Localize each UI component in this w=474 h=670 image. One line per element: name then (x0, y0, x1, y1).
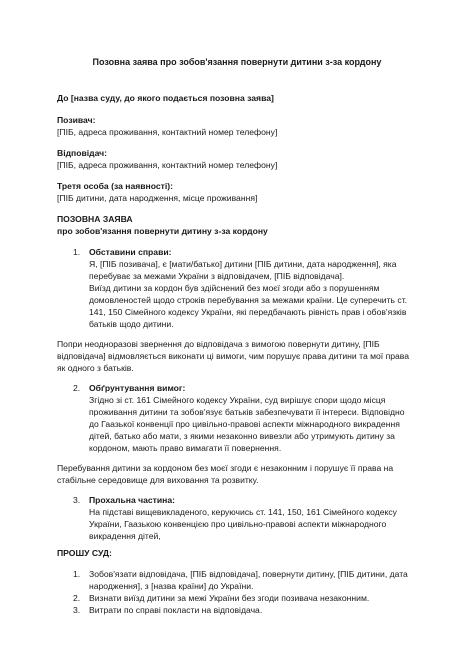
paragraph-line: відповідача] відмовляється виконати ці вимоги, чим порушує права дитини та мої права (57, 351, 410, 361)
paragraph-line: Попри неодноразові звернення до відповідача з вимогою повернути дитину, [ПІБ (57, 339, 380, 349)
third-party-heading: Третя особа (за наявності): (57, 181, 173, 191)
section-line: батьків щодо дитини. (89, 319, 174, 329)
section-line: На підставі вищевикладеного, керуючись ст. 141, 150, 161 Сімейного кодексу (89, 507, 397, 517)
section-line: дітей, батько або мати, з якими незаконно вивезли або утримують дитину за (89, 431, 395, 441)
request-line: Визнати виїзд дитини за межі України без згоди позивача незаконним. (89, 593, 370, 603)
section-heading: Прохальна частина: (89, 495, 175, 505)
request-number: 2. (73, 593, 81, 603)
section-line: Згідно зі ст. 161 Сімейного кодексу України, суд вирішує спори щодо місця (89, 395, 386, 405)
claim-subheading: про зобов'язання повернути дитину з-за кордону (57, 226, 268, 236)
third-party-details: [ПІБ дитини, дата народження, місце проживання] (57, 193, 258, 203)
document-title: Позовна заява про зобов'язання повернути дитини з-за кордону (92, 57, 382, 67)
section-line: домовленостей щодо строків перебування за межами країни. Це суперечить ст. (89, 295, 408, 305)
section-line: Я, [ПІБ позивача], є [мати/батько] дитини [ПІБ дитини, дата народження], яка (89, 259, 397, 269)
section-line: перебуває за межами України з відповідачем, [ПІБ відповідача]. (89, 271, 345, 281)
claim-heading: ПОЗОВНА ЗАЯВА (57, 214, 133, 224)
paragraph-line: як одного з батьків. (57, 363, 134, 373)
section-number: 1. (73, 247, 81, 257)
section-line: проживання дитини та зобов'язує батьків забезпечувати її інтереси. Відповідно (89, 407, 405, 417)
section-line: кордоном, мають право вимагати її повернення. (89, 443, 282, 453)
request-heading: ПРОШУ СУД: (57, 548, 112, 558)
section-line: 141, 150 Сімейного кодексу України, які передбачають рівність прав і обов'язків (89, 307, 407, 317)
request-line: Зобов'язати відповідача, [ПІБ відповідача], повернути дитину, [ПІБ дитини, дата (89, 569, 408, 579)
request-line: народження], з [назва країни] до України. (89, 581, 254, 591)
defendant-heading: Відповідач: (57, 148, 108, 158)
defendant-details: [ПІБ, адреса проживання, контактний номер телефону] (57, 160, 278, 170)
section-number: 3. (73, 495, 81, 505)
section-heading: Обґрунтування вимог: (89, 383, 186, 393)
section-line: Виїзд дитини за кордон був здійснений без моєї згоди або з порушенням (89, 283, 380, 293)
plaintiff-details: [ПІБ, адреса проживання, контактний номер телефону] (57, 127, 278, 137)
court-line: До [назва суду, до якого подається позовна заява] (57, 93, 274, 103)
paragraph-line: стабільне середовище для виховання та розвитку. (57, 475, 259, 485)
section-number: 2. (73, 383, 81, 393)
request-number: 3. (73, 605, 81, 615)
paragraph-line: Перебування дитини за кордоном без моєї згоди є незаконним і порушує її права на (57, 463, 394, 473)
section-line: викрадення дітей, (89, 531, 161, 541)
plaintiff-heading: Позивач: (57, 115, 96, 125)
section-heading: Обставини справи: (89, 247, 172, 257)
section-line: до Гаазької конвенції про цивільно-правові аспекти міжнародного викрадення (89, 419, 400, 429)
section-line: України, Гаазькою конвенцією про цивільно-правові аспекти міжнародного (89, 519, 387, 529)
request-line: Витрати по справі покласти на відповідача. (89, 605, 263, 615)
request-number: 1. (73, 569, 81, 579)
